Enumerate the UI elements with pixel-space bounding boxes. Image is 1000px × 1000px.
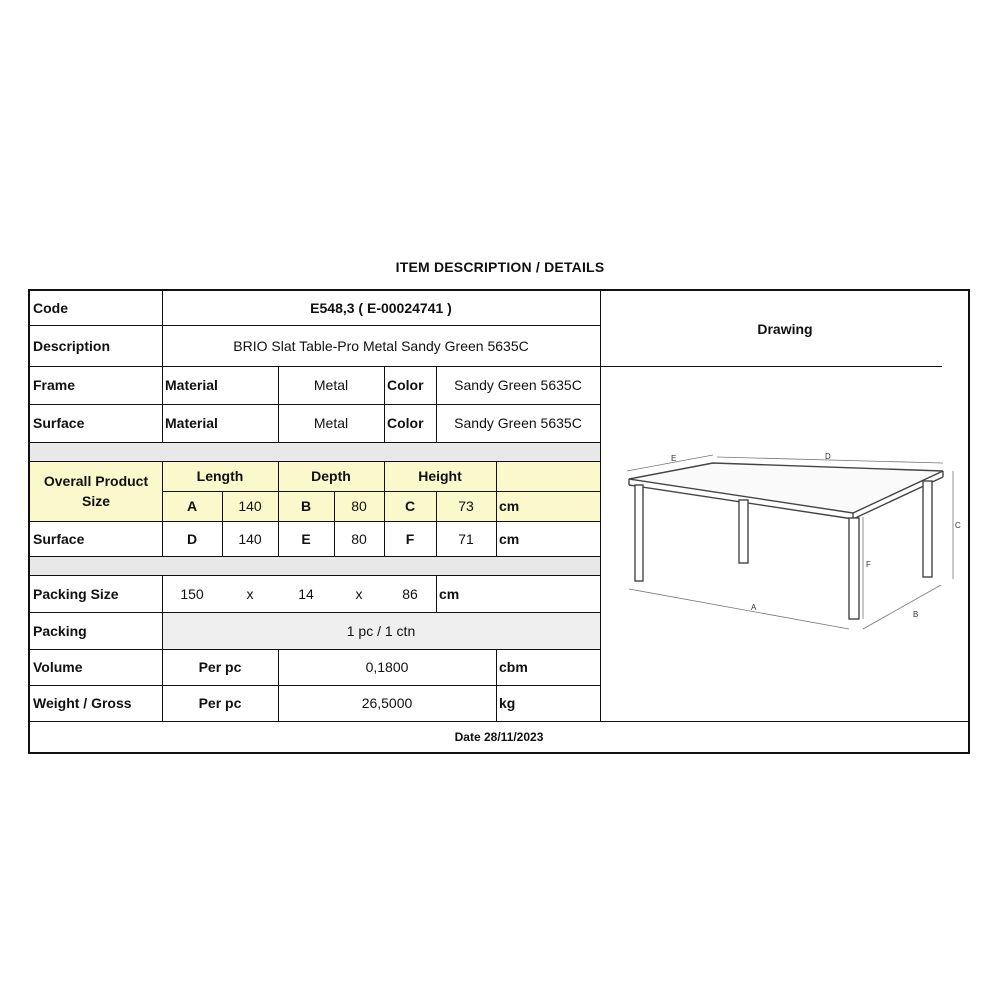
dim-a-label: A — [186, 498, 198, 514]
dim-e-value: 80 — [351, 530, 367, 547]
drawing-label-a: A — [751, 603, 757, 612]
drawing-header: Drawing — [757, 320, 813, 337]
table-top — [629, 463, 943, 513]
dim-c-label: C — [404, 498, 416, 514]
surface-color-label: Color — [387, 415, 424, 431]
surface-label: Surface — [33, 415, 85, 431]
separator-band — [30, 556, 600, 575]
volume-label: Volume — [33, 659, 83, 675]
table-leg — [635, 485, 643, 581]
surface-material-label: Material — [165, 415, 218, 431]
surface-material-value: Metal — [313, 415, 349, 431]
packing-x-2: x — [355, 585, 363, 602]
weight-per: Per pc — [198, 695, 242, 711]
packing-x-1: x — [246, 585, 254, 602]
drawing-label-e: E — [671, 454, 677, 463]
weight-label: Weight / Gross — [33, 695, 132, 711]
dim-f-value: 71 — [458, 530, 474, 547]
frame-color-value: Sandy Green 5635C — [454, 377, 582, 393]
table-leg — [923, 481, 932, 577]
volume-value: 0,1800 — [365, 659, 409, 675]
frame-color-label: Color — [387, 377, 424, 393]
packing-width: 14 — [298, 585, 314, 602]
depth-header: Depth — [311, 468, 351, 484]
height-header: Height — [418, 468, 462, 484]
drawing-label-c: C — [955, 521, 961, 530]
code-label: Code — [33, 300, 68, 316]
length-header: Length — [196, 468, 244, 484]
table-drawing — [601, 367, 969, 721]
frame-label: Frame — [33, 377, 76, 393]
overall-size-label: Overall Product Size — [43, 473, 149, 509]
dim-f-label: F — [405, 530, 415, 547]
volume-unit: cbm — [499, 659, 528, 675]
drawing-label-b: B — [913, 610, 919, 619]
drawing-label-f: F — [866, 560, 871, 569]
code-value: E548,3 ( E-00024741 ) — [310, 300, 452, 316]
packing-height: 86 — [402, 585, 418, 602]
frame-material-value: Metal — [313, 377, 349, 393]
dim-a-value: 140 — [238, 498, 262, 514]
packing-value: 1 pc / 1 ctn — [346, 622, 416, 639]
dim-d-value: 140 — [238, 530, 262, 547]
dim-b-label: B — [300, 498, 312, 514]
weight-unit: kg — [499, 695, 516, 711]
dim-e-label: E — [301, 530, 311, 547]
table-leg — [739, 500, 748, 563]
frame-material-label: Material — [165, 377, 218, 393]
surface-color-value: Sandy Green 5635C — [454, 415, 582, 431]
surface-size-unit: cm — [499, 530, 520, 547]
packing-size-label: Packing Size — [33, 585, 119, 602]
separator-band — [30, 442, 600, 461]
volume-per: Per pc — [198, 659, 242, 675]
dim-d-label: D — [186, 530, 198, 547]
packing-size-unit: cm — [439, 585, 460, 602]
document-title: ITEM DESCRIPTION / DETAILS — [395, 259, 605, 275]
dim-c-value: 73 — [458, 498, 474, 514]
packing-label: Packing — [33, 622, 87, 639]
spec-sheet — [28, 289, 970, 754]
dim-b-value: 80 — [351, 498, 367, 514]
table-leg — [849, 518, 859, 619]
description-label: Description — [33, 337, 111, 354]
date-footer: Date 28/11/2023 — [454, 729, 544, 744]
surface-size-label: Surface — [33, 530, 85, 547]
weight-value: 26,5000 — [361, 695, 413, 711]
overall-unit: cm — [499, 498, 520, 514]
description-value: BRIO Slat Table-Pro Metal Sandy Green 5635C — [233, 337, 529, 354]
packing-length: 150 — [180, 585, 204, 602]
drawing-label-d: D — [825, 452, 831, 461]
